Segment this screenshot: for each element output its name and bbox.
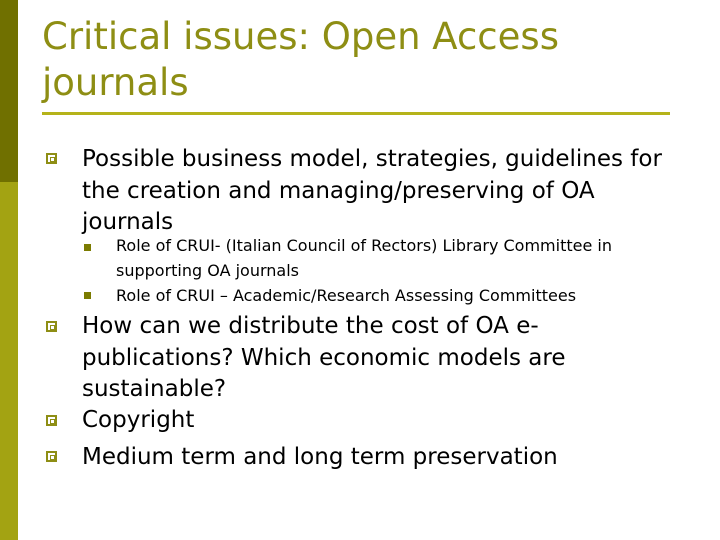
slide-title: Critical issues: Open Access journals [42,15,559,104]
bullet-preservation: Medium term and long term preservation [82,444,558,470]
filled-square-bullet-icon [84,244,91,251]
sub-bullet-crui-library: Role of CRUI- (Italian Council of Rectors) Library Committee in supporting OA journals [116,236,612,280]
sub-bullet-crui-assessing: Role of CRUI – Academic/Research Assessing Committees [116,286,577,305]
bullet-copyright: Copyright [82,407,195,433]
hollow-square-bullet-icon [46,451,57,462]
bullet-distribute-cost: How can we distribute the cost of OA e-publications? Which economic models are sustainable? [82,313,566,402]
hollow-square-bullet-icon [46,321,57,332]
hollow-square-bullet-icon [46,415,57,426]
bullet-business-model: Possible business model, strategies, guidelines for the creation and managing/preserving of OA journals [82,146,662,235]
filled-square-bullet-icon [84,292,91,299]
hollow-square-bullet-icon [46,153,57,164]
